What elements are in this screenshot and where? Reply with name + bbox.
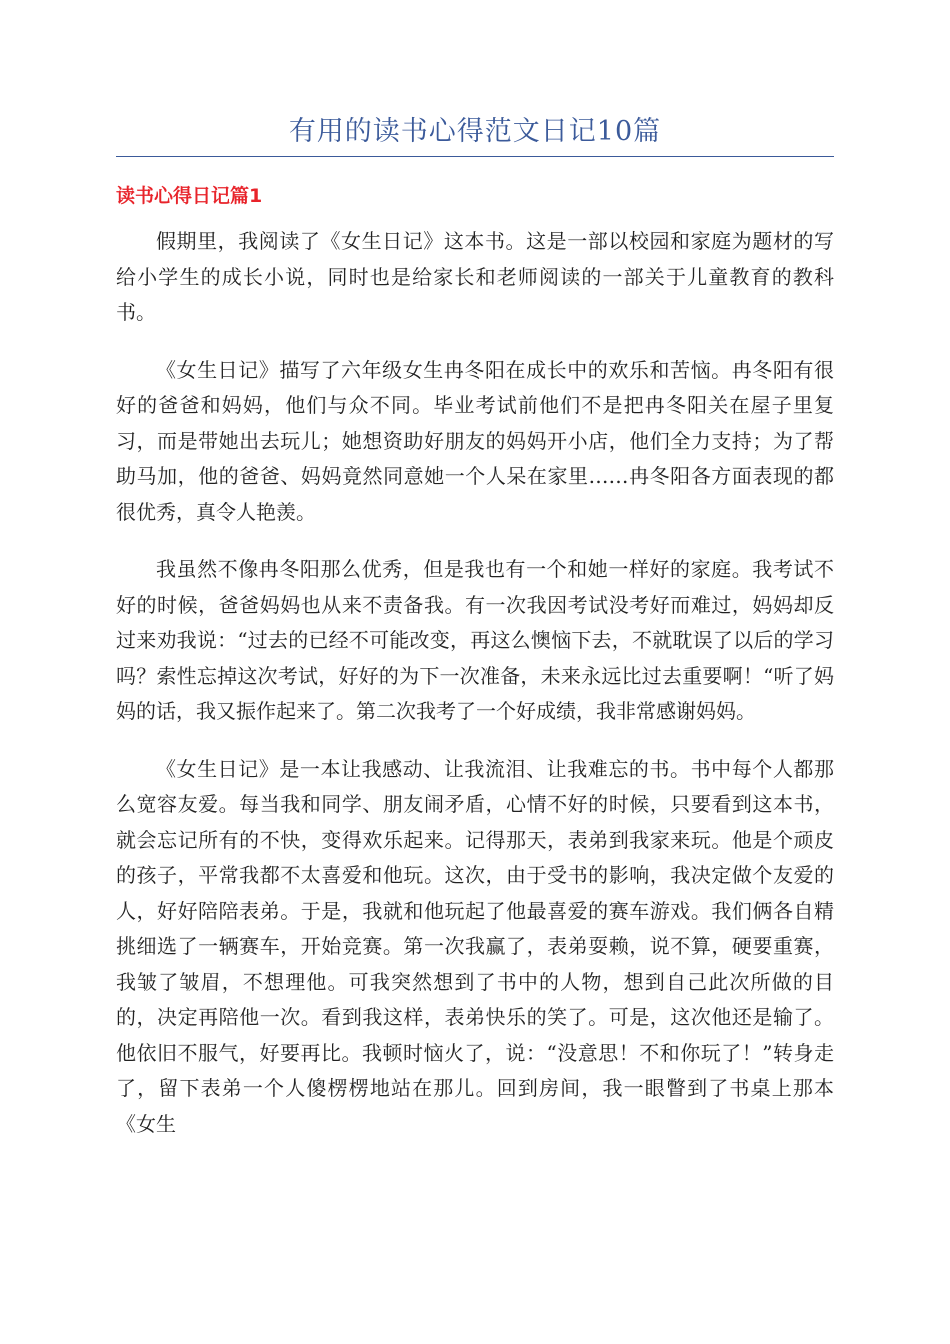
paragraph-4: 《女生日记》是一本让我感动、让我流泪、让我难忘的书。书中每个人都那么宽容友爱。每当我和同学、朋友闹矛盾，心情不好的时候，只要看到这本书，就会忘记所有的不快，变得欢乐起来。记得那天，表弟到我家来玩。他是个顽皮的孩子，平常我都不太喜爱和他玩。这次，由于受书的影响，我决定做个友爱的人，好好陪陪表弟。于是，我就和他玩起了他最喜爱的赛车游戏。我们俩各自精挑细选了一辆赛车，开始竞赛。第一次我赢了，表弟耍赖，说不算，硬要重赛，我皱了皱眉，不想理他。可我突然想到了书中的人物，想到自己此次所做的目的，决定再陪他一次。看到我这样，表弟快乐的笑了。可是，这次他还是输了。他依旧不服气，好要再比。我顿时恼火了，说：“没意思！不和你玩了！”转身走了，留下表弟一个人傻楞楞地站在那儿。回到房间，我一眼瞥到了书桌上那本《女生: [116, 756, 834, 1136]
paragraph-2: 《女生日记》描写了六年级女生冉冬阳在成长中的欢乐和苦恼。冉冬阳有很好的爸爸和妈妈，他们与众不同。毕业考试前他们不是把冉冬阳关在屋子里复习，而是带她出去玩儿；她想资助好朋友的妈妈开小店，他们全力支持；为了帮助马加，他的爸爸、妈妈竟然同意她一个人呆在家里……冉冬阳各方面表现的都很优秀，真令人艳羡。: [116, 357, 834, 524]
paragraph-1: 假期里，我阅读了《女生日记》这本书。这是一部以校园和家庭为题材的写给小学生的成长小说，同时也是给家长和老师阅读的一部关于儿童教育的教科书。: [116, 229, 834, 324]
document-title: 有用的读书心得范文日记10篇: [288, 116, 662, 147]
title-divider: [116, 156, 834, 157]
document-body: [116, 224, 834, 1164]
section-heading: 读书心得日记篇1: [116, 185, 263, 207]
paragraph-3: 我虽然不像冉冬阳那么优秀，但是我也有一个和她一样好的家庭。我考试不好的时候，爸爸妈妈也从来不责备我。有一次我因考试没考好而难过，妈妈却反过来劝我说：“过去的已经不可能改变，再这么懊恼下去，不就耽误了以后的学习吗？索性忘掉这次考试，好好的为下一次准备，未来永远比过去重要啊！“听了妈妈的话，我又振作起来了。第二次我考了一个好成绩，我非常感谢妈妈。: [116, 557, 834, 723]
